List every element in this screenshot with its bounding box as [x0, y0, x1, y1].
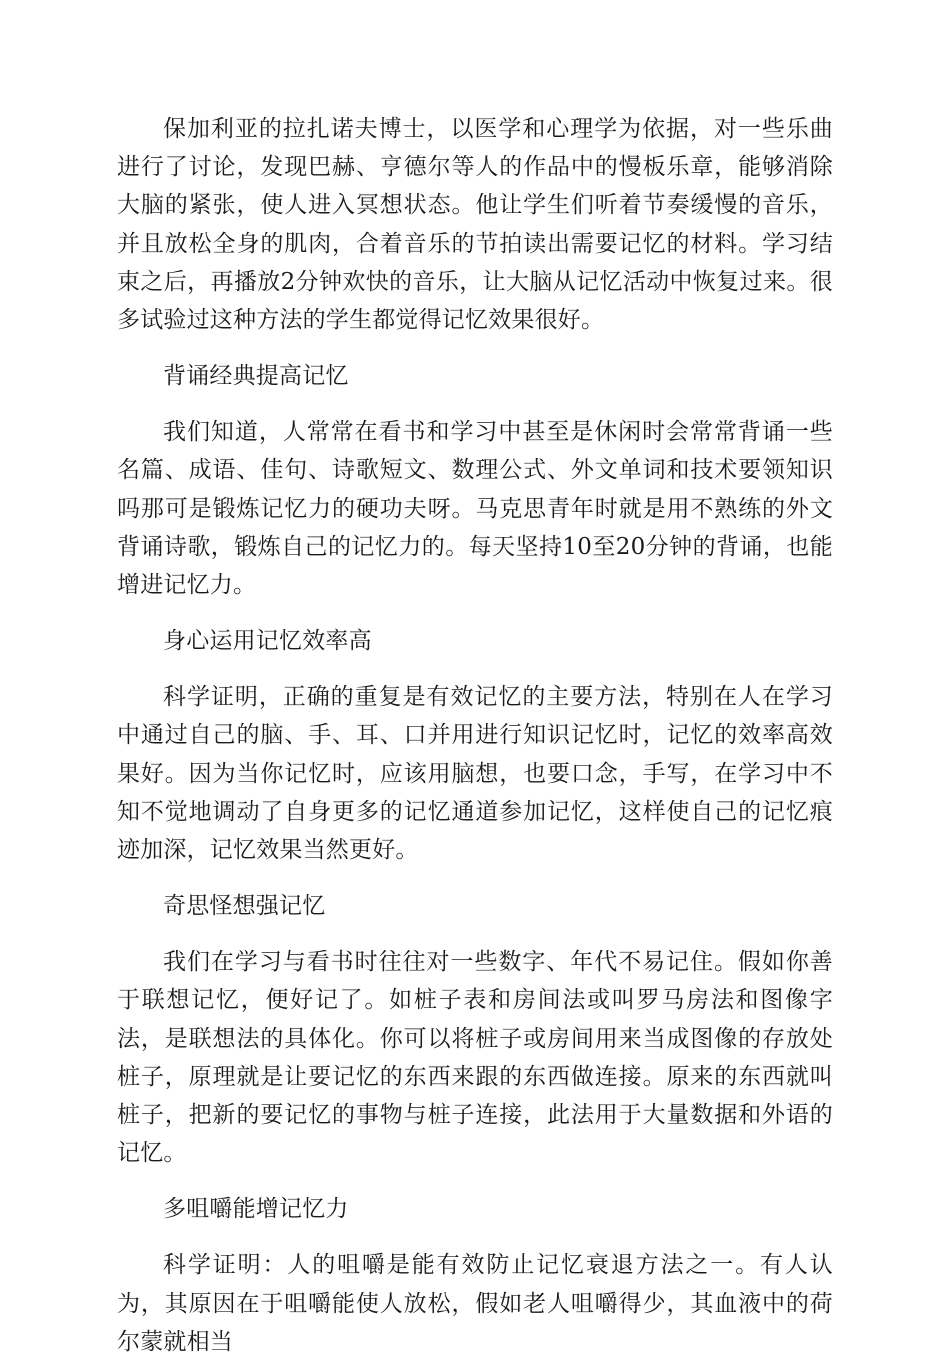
- paragraph-body-mind: 科学证明，正确的重复是有效记忆的主要方法，特别在人在学习中通过自己的脑、手、耳、口并用进行知识记忆时，记忆的效率高效果好。因为当你记忆时，应该用脑想，也要口念，手写，在学习中不知不觉地调动了自身更多的记忆通道参加记忆，这样使自己的记忆痕迹加深，记忆效果当然更好。: [117, 684, 833, 864]
- paragraph-association: 我们在学习与看书时往往对一些数字、年代不易记住。假如你善于联想记忆，便好记了。如桩子表和房间法或叫罗马房法和图像字法，是联想法的具体化。你可以将桩子或房间用来当成图像的存放处桩子，原理就是让要记忆的东西来跟的东西做连接。原来的东西就叫桩子，把新的要记忆的事物与桩子连接，此法用于大量数据和外语的记忆。: [117, 949, 833, 1167]
- document-body: [117, 110, 833, 1361]
- section-heading-chewing: 多咀嚼能增记忆力: [163, 1196, 349, 1223]
- paragraph-recitation: 我们知道，人常常在看书和学习中甚至是休闲时会常常背诵一些名篇、成语、佳句、诗歌短文、数理公式、外文单词和技术要领知识吗那可是锻炼记忆力的硬功夫呀。马克思青年时就是用不熟练的外文背诵诗歌，锻炼自己的记忆力的。每天坚持10至20分钟的背诵，也能增进记忆力。: [117, 419, 833, 599]
- section-heading-recitation: 背诵经典提高记忆: [163, 363, 349, 390]
- paragraph-chewing: 科学证明：人的咀嚼是能有效防止记忆衰退方法之一。有人认为，其原因在于咀嚼能使人放松，假如老人咀嚼得少，其血液中的荷尔蒙就相当: [117, 1252, 833, 1355]
- section-heading-association: 奇思怪想强记忆: [163, 893, 326, 920]
- paragraph-music-memory: 保加利亚的拉扎诺夫博士，以医学和心理学为依据，对一些乐曲进行了讨论，发现巴赫、亨德尔等人的作品中的慢板乐章，能够消除大脑的紧张，使人进入冥想状态。他让学生们听着节奏缓慢的音乐，并且放松全身的肌肉，合着音乐的节拍读出需要记忆的材料。学习结束之后，再播放2分钟欢快的音乐，让大脑从记忆活动中恢复过来。很多试验过这种方法的学生都觉得记忆效果很好。: [117, 116, 833, 334]
- section-heading-body-mind: 身心运用记忆效率高: [163, 628, 372, 655]
